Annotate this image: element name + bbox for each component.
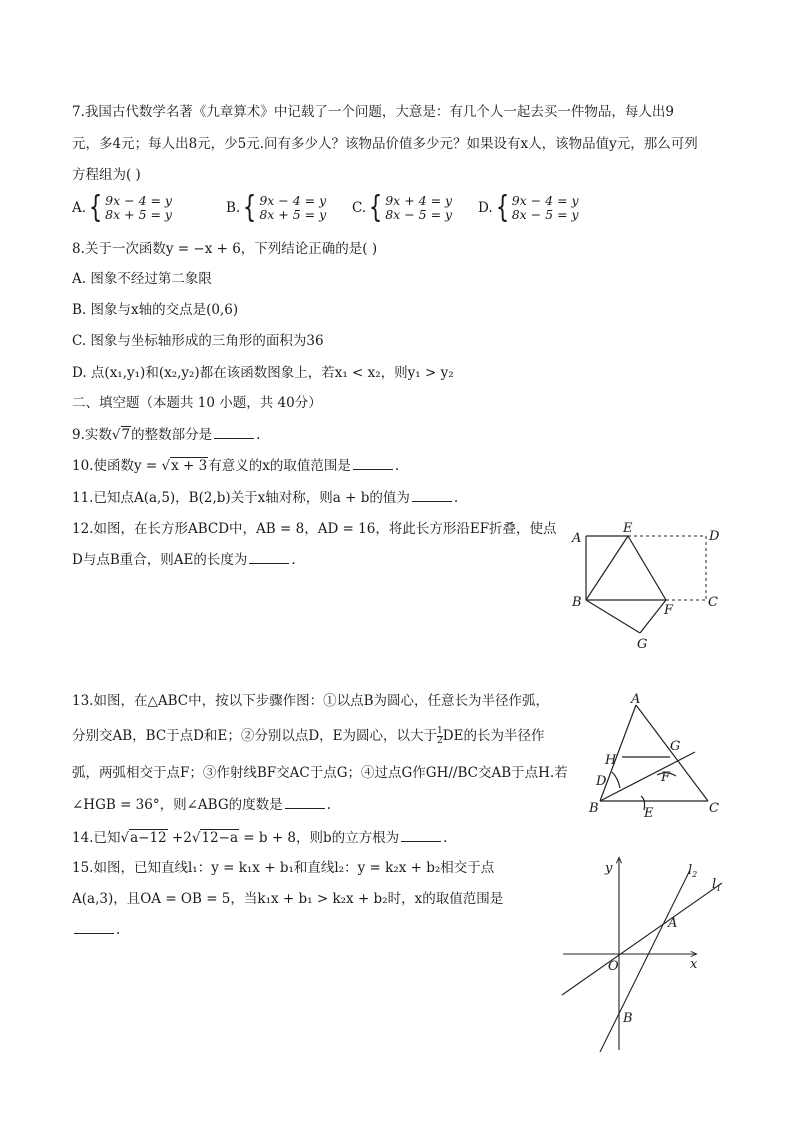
q7-line2: 元，多4元；每人出8元，少5元.问有多少人？该物品价值多少元？如果设有x人，该物品值y元，那么可列 (72, 136, 698, 152)
q7-option-c: C. { 9x + 4 = y 8x − 5 = y (352, 190, 453, 225)
label-H: H (605, 753, 617, 768)
axis-y-label: y (605, 861, 613, 876)
q14: 14.已知√a−12 +2√12−a = b + 8，则b的立方根为 . (72, 830, 448, 846)
label-E: E (623, 521, 633, 536)
answer-blank (249, 551, 289, 564)
q15-line1: 15.如图，已知直线l₁：y = k₁x + b₁和直线l₂：y = k₂x + b₂相交于点 (72, 860, 495, 876)
q8-option-b: B. 图象与x轴的交点是(0,6) (72, 302, 239, 318)
q8-option-a: A. 图象不经过第二象限 (72, 271, 212, 287)
label-D: D (596, 774, 607, 789)
label-G: G (670, 739, 681, 754)
q8-option-c: C. 图象与坐标轴形成的三角形的面积为36 (72, 333, 324, 349)
q12-line1: 12.如图，在长方形ABCD中，AB = 8，AD = 16，将此长方形沿EF折叠，使点 (72, 521, 557, 537)
label-A: A (631, 692, 641, 707)
q13-line1: 13.如图，在△ABC中，按以下步骤作图：①以点B为圆心，任意长为半径作弧， (72, 693, 550, 709)
label-B: B (589, 801, 599, 816)
origin-label: O (608, 959, 619, 974)
q13-line4: ∠HGB = 36°，则∠ABG的度数是 . (72, 797, 331, 813)
label-A: A (668, 916, 678, 931)
label-D: D (709, 529, 720, 544)
q7-option-d: D. { 9x − 4 = y 8x − 5 = y (478, 190, 579, 225)
fraction-one-half: $\frac{1}{2}$ (437, 726, 443, 746)
label-G: G (637, 637, 648, 652)
answer-blank (285, 796, 325, 809)
label-E: E (644, 806, 654, 820)
answer-blank (74, 921, 114, 934)
q8-option-d: D. 点(x₁,y₁)和(x₂,y₂)都在该函数图象上，若x₁ < x₂，则y₁ > y₂ (72, 365, 454, 381)
label-C: C (708, 595, 718, 610)
q8-stem: 8.关于一次函数y = −x + 6，下列结论正确的是( ) (72, 241, 378, 257)
label-B: B (572, 595, 582, 610)
label-B: B (623, 1011, 633, 1026)
figure-q12-rectangle-fold (565, 518, 735, 658)
q9: 9.实数√7的整数部分是 . (72, 427, 261, 443)
q7-line1: 7.我国古代数学名著《九章算术》中记载了一个问题，大意是：有几个人一起去买一件物品，每人出9 (72, 104, 674, 120)
label-C: C (709, 801, 719, 816)
q12-line2: D与点B重合，则AE的长度为 . (72, 552, 296, 568)
q13-line2: 分别交AB，BC于点D和E；②分别以点D，E为圆心，以大于 $\frac{1}{2}$ DE的长为半径作 (72, 726, 545, 746)
label-F: F (664, 603, 674, 618)
q7-option-a: A. { 9x − 4 = y 8x + 5 = y (72, 190, 172, 225)
figure-q15-coordinate-lines (558, 850, 728, 1060)
q13-line3: 弧，两弧相交于点F；③作射线BF交AC于点G；④过点G作GH//BC交AB于点H.若 (72, 765, 568, 781)
q10: 10.使函数y = √x + 3有意义的x的取值范围是 . (72, 458, 400, 474)
q7-line3: 方程组为( ) (72, 167, 141, 183)
label-l1: $l_1$ (712, 877, 722, 893)
section-heading: 二、填空题（本题共 10 小题，共 40分） (72, 395, 322, 411)
answer-blank (412, 489, 452, 502)
q11: 11.已知点A(a,5)，B(2,b)关于x轴对称，则a + b的值为 . (72, 490, 459, 506)
q7-option-b: B. { 9x − 4 = y 8x + 5 = y (226, 190, 327, 225)
answer-blank (353, 457, 393, 470)
q15-line2: A(a,3)，且OA = OB = 5，当k₁x + b₁ > k₂x + b₂时，x的取值范围是 (72, 891, 504, 907)
figure-q13-triangle (585, 688, 725, 820)
answer-blank (401, 829, 441, 842)
axis-x-label: x (690, 957, 698, 972)
label-F: F (661, 770, 671, 785)
label-A: A (572, 531, 582, 546)
q15-line3: . (72, 921, 120, 939)
label-l2: $l_2$ (688, 863, 698, 879)
answer-blank (214, 426, 254, 439)
